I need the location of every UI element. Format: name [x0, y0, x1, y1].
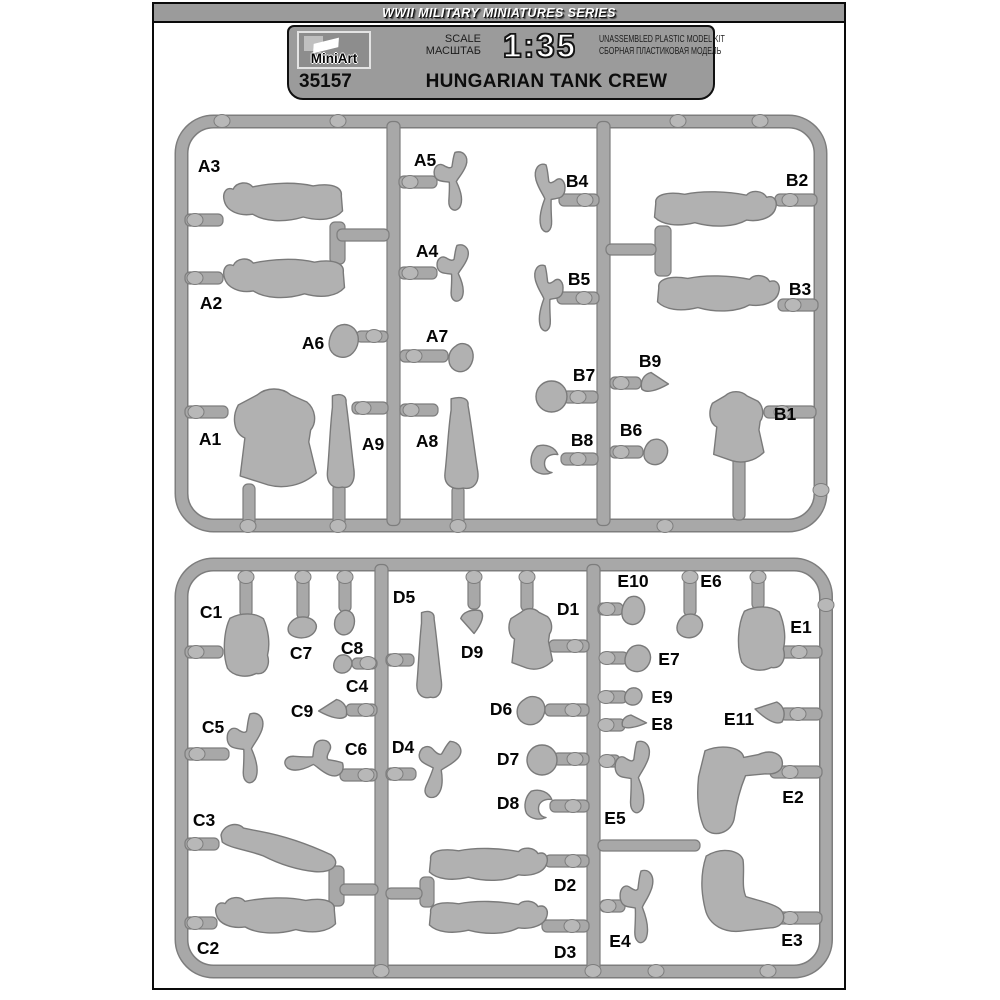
gate-dot	[366, 330, 382, 343]
gate-dot	[576, 292, 592, 305]
gate-dot	[570, 453, 586, 466]
gate-dot	[355, 402, 371, 415]
part-B4	[535, 164, 565, 232]
gate-dot	[403, 404, 419, 417]
gate-dot	[599, 652, 615, 665]
gate-dot	[358, 704, 374, 717]
part-label-D2: D2	[553, 875, 577, 895]
part-D7	[527, 745, 557, 775]
part-label-B1: B1	[773, 404, 797, 424]
scale-value: 1:35	[502, 27, 578, 64]
part-C9	[319, 700, 347, 719]
gate-dot	[598, 691, 614, 704]
gate-dot	[402, 176, 418, 189]
part-label-D6: D6	[489, 699, 513, 719]
part-E2	[698, 747, 783, 833]
gate-dot	[782, 766, 798, 779]
gate-dot	[387, 654, 403, 667]
kit-type-en: UNASSEMBLED PLASTIC MODEL KIT	[599, 33, 725, 45]
gate-dot	[360, 657, 376, 670]
part-label-A1: A1	[198, 429, 222, 449]
gate-dot	[189, 748, 205, 761]
part-A9	[327, 395, 354, 488]
part-B7	[536, 381, 567, 412]
connector	[340, 884, 378, 895]
gate-dot	[785, 299, 801, 312]
part-C2	[216, 898, 336, 933]
part-D1	[509, 609, 553, 670]
part-B3	[658, 276, 780, 311]
part-label-E6: E6	[700, 571, 722, 591]
gate-dot	[567, 640, 583, 653]
part-label-B2: B2	[785, 170, 809, 190]
part-A6	[329, 325, 358, 358]
part-label-A2: A2	[199, 293, 223, 313]
gate-dot	[760, 965, 776, 978]
gate-dot	[402, 267, 418, 280]
gate-dot	[813, 484, 829, 497]
part-label-B5: B5	[567, 269, 591, 289]
gate-dot	[187, 272, 203, 285]
gate-dot	[295, 571, 311, 584]
kit-type-ru: СБОРНАЯ ПЛАСТИКОВАЯ МОДЕЛЬ	[599, 44, 722, 57]
part-D9	[461, 610, 483, 633]
part-D2	[429, 848, 547, 880]
gate-dot	[752, 115, 768, 128]
gate-dot	[791, 646, 807, 659]
gate-dot	[599, 603, 615, 616]
gate-dot	[188, 646, 204, 659]
gate-dot	[670, 115, 686, 128]
part-label-C5: C5	[201, 717, 225, 737]
gate-dot	[682, 571, 698, 584]
part-label-B7: B7	[572, 365, 596, 385]
runner	[597, 122, 610, 526]
part-label-C9: C9	[290, 701, 314, 721]
gate-dot	[600, 900, 616, 913]
part-label-D4: D4	[391, 737, 415, 757]
gate-dot	[214, 115, 230, 128]
gate-dot	[657, 520, 673, 533]
part-label-C4: C4	[345, 676, 369, 696]
gate-dot	[782, 912, 798, 925]
part-D3	[429, 901, 547, 933]
part-label-C3: C3	[192, 810, 216, 830]
part-A7	[449, 344, 473, 372]
part-E6	[677, 614, 703, 638]
sprue-AB	[182, 115, 830, 533]
gate-dot	[577, 194, 593, 207]
part-E1	[738, 607, 784, 670]
part-E5	[615, 741, 649, 812]
runner	[387, 122, 400, 526]
connector	[386, 888, 422, 899]
gate-dot	[750, 571, 766, 584]
part-label-D5: D5	[392, 587, 416, 607]
part-label-E1: E1	[790, 617, 812, 637]
gate-dot	[187, 838, 203, 851]
gate-dot	[598, 719, 614, 732]
part-label-C1: C1	[199, 602, 223, 622]
connector	[733, 456, 745, 520]
gate-dot	[187, 214, 203, 227]
part-D4	[407, 732, 464, 802]
gate-dot	[565, 855, 581, 868]
part-label-E9: E9	[651, 687, 673, 707]
gate-dot	[330, 115, 346, 128]
part-E7	[625, 645, 651, 671]
connector	[337, 229, 389, 241]
part-C1	[224, 614, 268, 676]
part-label-E7: E7	[658, 649, 680, 669]
gate-dot	[613, 446, 629, 459]
part-B6	[644, 439, 668, 464]
part-B1	[710, 392, 764, 462]
part-C6	[285, 740, 343, 776]
gate-dot	[790, 708, 806, 721]
connector	[330, 222, 345, 264]
part-A1	[234, 389, 316, 487]
part-D5	[417, 611, 442, 697]
gate-dot	[565, 704, 581, 717]
part-label-A5: A5	[413, 150, 437, 170]
part-label-A7: A7	[425, 326, 449, 346]
runner	[375, 565, 388, 972]
part-E9	[625, 688, 642, 705]
gate-dot	[585, 965, 601, 978]
part-label-A4: A4	[415, 241, 439, 261]
gate-dot	[564, 920, 580, 933]
part-B2	[655, 192, 777, 227]
gate-dot	[567, 753, 583, 766]
part-label-E11: E11	[723, 709, 755, 729]
gate-dot	[188, 406, 204, 419]
part-label-E8: E8	[651, 714, 673, 734]
gate-dot	[387, 768, 403, 781]
part-label-A6: A6	[301, 333, 325, 353]
gate-dot	[613, 377, 629, 390]
gate-dot	[337, 571, 353, 584]
kit-number: 35157	[299, 71, 352, 92]
gate-dot	[358, 769, 374, 782]
part-A8	[445, 398, 478, 489]
part-label-C8: C8	[340, 638, 364, 658]
part-label-D7: D7	[496, 749, 520, 769]
connector	[598, 840, 700, 851]
connector	[655, 226, 671, 276]
gate-dot	[466, 571, 482, 584]
part-label-A9: A9	[361, 434, 385, 454]
gate-dot	[519, 571, 535, 584]
part-A5	[434, 152, 467, 210]
scale-label-ru: МАСШТАБ	[425, 44, 481, 57]
part-label-E5: E5	[604, 808, 626, 828]
part-label-A8: A8	[415, 431, 439, 451]
gate-dot	[240, 520, 256, 533]
scale-label-en: SCALE	[444, 33, 481, 45]
part-label-A3: A3	[197, 156, 221, 176]
part-B9	[641, 373, 668, 392]
part-label-E4: E4	[609, 931, 631, 951]
part-E8	[622, 715, 646, 728]
part-label-D9: D9	[460, 642, 484, 662]
part-label-C2: C2	[196, 938, 220, 958]
connector	[606, 244, 656, 255]
gate-dot	[782, 194, 798, 207]
gate-dot	[599, 755, 615, 768]
part-label-B8: B8	[570, 430, 594, 450]
part-D6	[517, 697, 545, 725]
part-E3	[702, 850, 784, 931]
gate-dot	[406, 350, 422, 363]
part-D8	[525, 790, 552, 819]
part-B5	[535, 265, 563, 331]
part-C8	[335, 610, 355, 634]
brand-name: MiniArt	[310, 51, 358, 66]
part-label-D3: D3	[553, 942, 577, 962]
part-label-D8: D8	[496, 793, 520, 813]
gate-dot	[648, 965, 664, 978]
gate-dot	[570, 391, 586, 404]
part-label-C7: C7	[289, 643, 313, 663]
part-B8	[531, 445, 558, 474]
part-label-B6: B6	[619, 420, 643, 440]
runner	[587, 565, 600, 972]
gate-dot	[187, 917, 203, 930]
part-C3	[221, 824, 336, 871]
part-label-E3: E3	[781, 930, 803, 950]
gate-dot	[373, 965, 389, 978]
part-A3	[224, 183, 343, 221]
gate-dot	[330, 520, 346, 533]
part-E11	[753, 697, 787, 724]
series-title: WWII MILITARY MINIATURES SERIES	[382, 6, 616, 20]
part-A2	[224, 259, 345, 298]
part-label-E10: E10	[617, 571, 649, 591]
part-C5	[227, 713, 263, 782]
part-label-B9: B9	[638, 351, 662, 371]
gate-dot	[565, 800, 581, 813]
gate-dot	[238, 571, 254, 584]
gate-dot	[450, 520, 466, 533]
part-E10	[622, 596, 645, 624]
kit-name: HUNGARIAN TANK CREW	[425, 71, 668, 92]
part-label-D1: D1	[556, 599, 580, 619]
part-C7	[288, 617, 316, 638]
part-label-E2: E2	[782, 787, 804, 807]
sprue-CDE	[182, 565, 835, 978]
part-label-B4: B4	[565, 171, 589, 191]
gate-dot	[818, 599, 834, 612]
part-label-B3: B3	[788, 279, 812, 299]
part-A4	[437, 245, 468, 301]
part-label-C6: C6	[344, 739, 368, 759]
